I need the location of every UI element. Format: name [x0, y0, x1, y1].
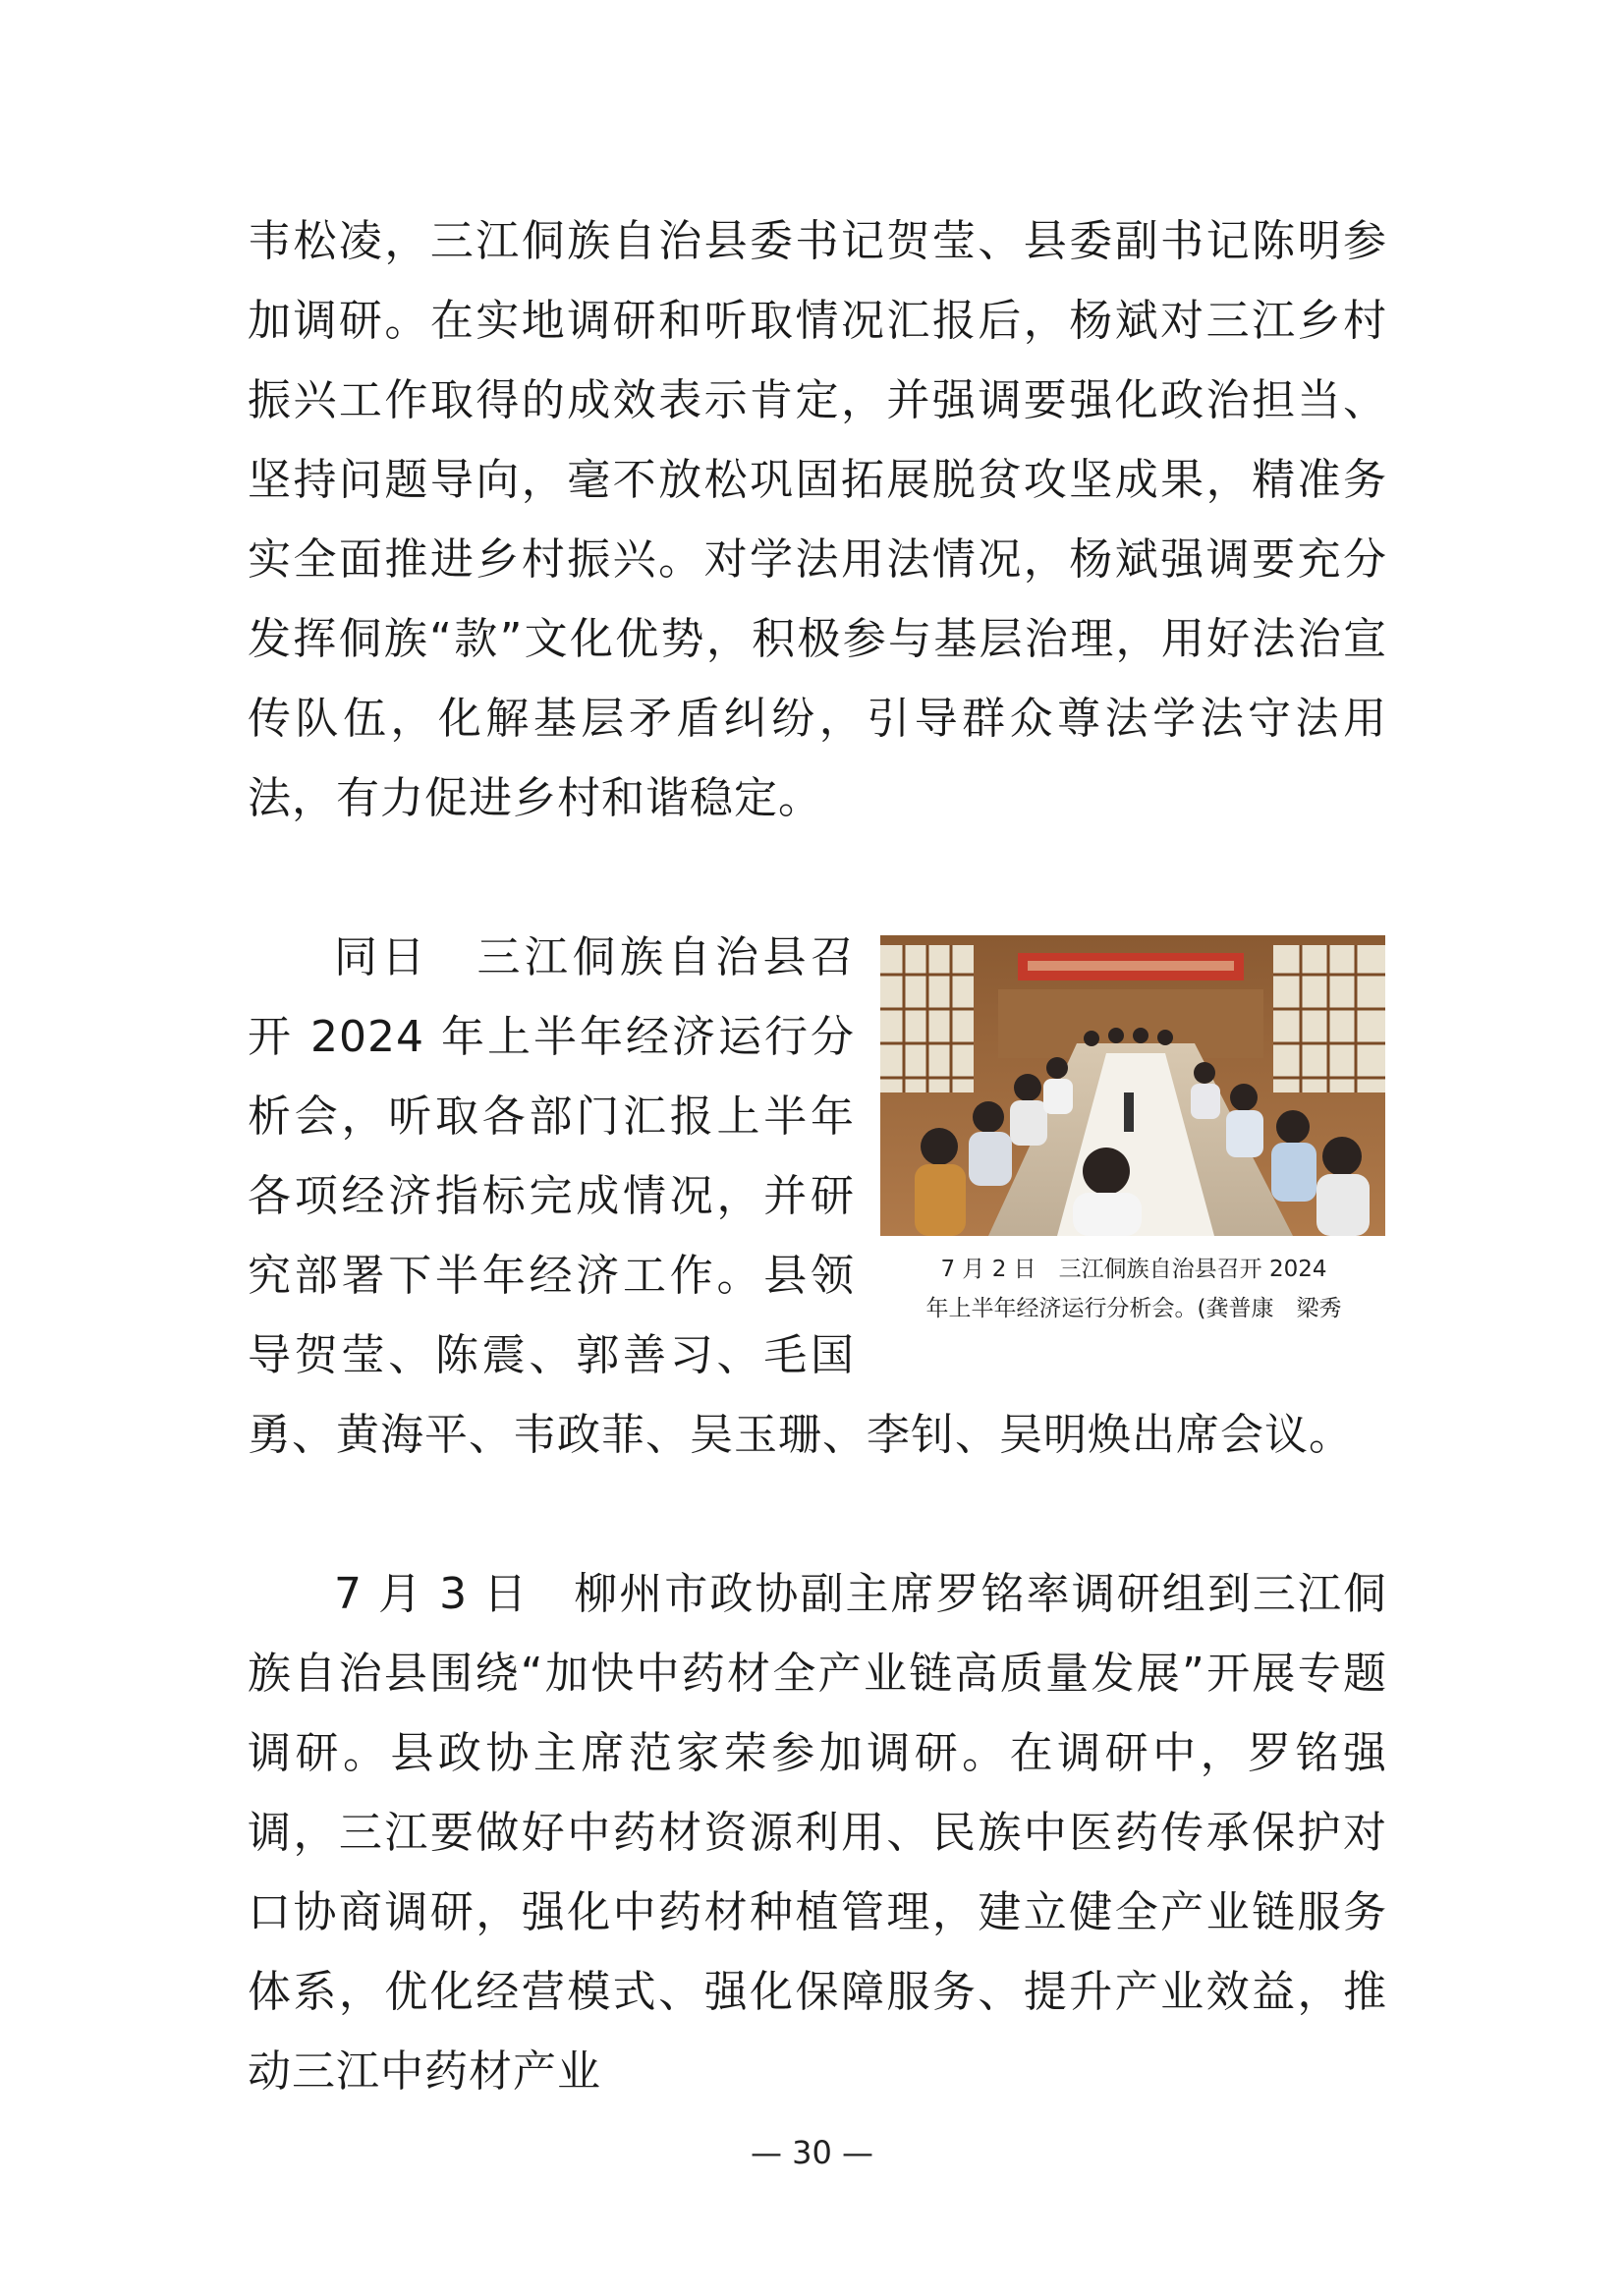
- meeting-figure: [880, 935, 1387, 1328]
- paragraph-1: 韦松凌，三江侗族自治县委书记贺莹、县委副书记陈明参加调研。在实地调研和听取情况汇报后，杨斌对三江乡村振兴工作取得的成效表示肯定，并强调要强化政治担当、坚持问题导向，毫不放松巩固拓展脱贫攻坚成果，精准务实全面推进乡村振兴。对学法用法情况，杨斌强调要充分发挥侗族“款”文化优势，积极参与基层治理，用好法治宣传队伍，化解基层矛盾纠纷，引导群众尊法学法守法用法，有力促进乡村和谐稳定。: [248, 216, 1387, 823]
- paragraph-3: 7 月 3 日 柳州市政协副主席罗铭率调研组到三江侗族自治县围绕“加快中药材全产业链高质量发展”开展专题调研。县政协主席范家荣参加调研。在调研中，罗铭强调，三江要做好中药材资源利用、民族中医药传承保护对口协商调研，强化中药材种植管理，建立健全产业链服务体系，优化经营模式、强化保障服务、提升产业效益，推动三江中药材产业: [248, 1569, 1387, 2097]
- caption-line-2: 年上半年经济运行分析会。(龚普康 梁秀: [925, 1296, 1342, 1321]
- meeting-photo: [880, 935, 1385, 1236]
- caption-line-1: 7 月 2 日 三江侗族自治县召开 2024: [940, 1257, 1327, 1282]
- figure-caption: [880, 1250, 1387, 1328]
- document-page: [248, 201, 1387, 2111]
- page-number: — 30 —: [750, 2134, 874, 2171]
- paragraph-2-block: [248, 918, 1387, 1475]
- paragraph-2: 同日 三江侗族自治县召开 2024 年上半年经济运行分析会，听取各部门汇报上半年各项经济指标完成情况，并研究部署下半年经济工作。县领导贺莹、陈震、郭善习、毛国勇、黄海平、韦政菲、吴玉珊、李钊、吴明焕出席会议。: [248, 932, 1353, 1460]
